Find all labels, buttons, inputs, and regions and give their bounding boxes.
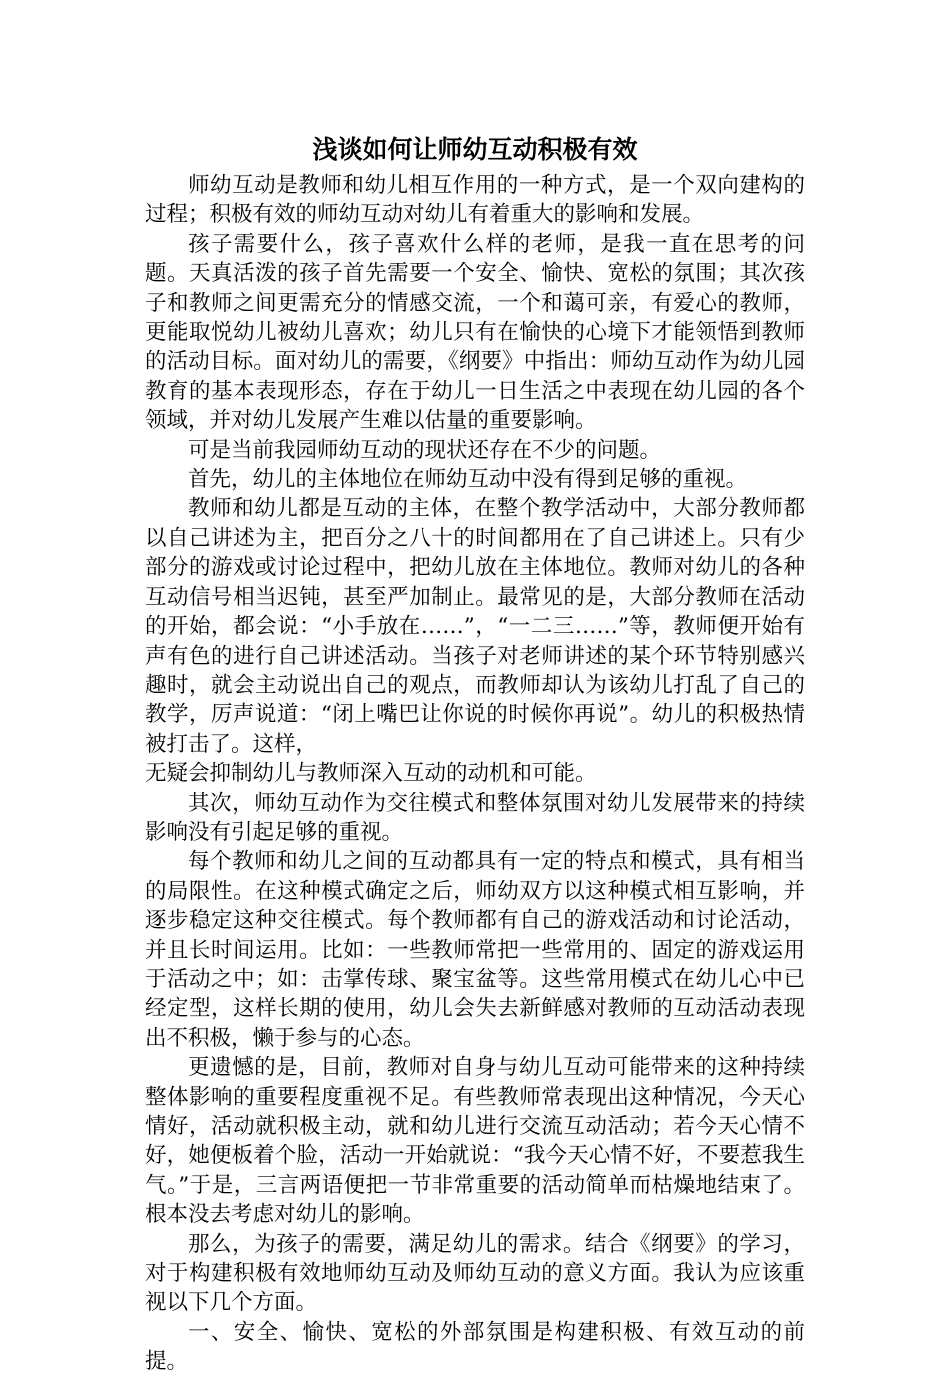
paragraph-therefore: 那么，为孩子的需要，满足幼儿的需求。结合《纲要》的学习，对于构建积极有效地师幼互动及师幼互动的意义方面。我认为应该重视以下几个方面。 xyxy=(145,1231,805,1316)
paragraph-interaction-patterns: 每个教师和幼儿之间的互动都具有一定的特点和模式，具有相当的局限性。在这种模式确定之后，师幼双方以这种模式相互影响，并逐步稳定这种交往模式。每个教师都有自己的游戏活动和讨论活动，并且长时间运用。比如：一些教师常把一些常用的、固定的游戏运用于活动之中；如：击掌传球、聚宝盆等。这些常用模式在幼儿心中已经定型，这样长期的使用，幼儿会失去新鲜感对教师的互动活动表现出不积极，懒于参与的心态。 xyxy=(145,849,805,1051)
paragraph-teacher-dominance-cont: 无疑会抑制幼儿与教师深入互动的动机和可能。 xyxy=(145,761,597,787)
paragraph-second-point: 其次，师幼互动作为交往模式和整体氛围对幼儿发展带来的持续影响没有引起足够的重视。 xyxy=(145,790,805,845)
document-title: 浅谈如何让师幼互动积极有效 xyxy=(312,135,638,164)
paragraph-child-needs: 孩子需要什么，孩子喜欢什么样的老师，是我一直在思考的问题。天真活泼的孩子首先需要一个安全、愉快、宽松的氛围；其次孩子和教师之间更需充分的情感交流，一个和蔼可亲，有爱心的教师，更能取悦幼儿被幼儿喜欢；幼儿只有在愉快的心境下才能领悟到教师的活动目标。面对幼儿的需要，《纲要》中指出：师幼互动作为幼儿园教育的基本表现形态，存在于幼儿一日生活之中表现在幼儿园的各个领域，并对幼儿发展产生难以估量的重要影响。 xyxy=(145,231,805,434)
paragraph-current-problems: 可是当前我园师幼互动的现状还存在不少的问题。 xyxy=(188,437,662,463)
paragraph-teacher-dominance: 教师和幼儿都是互动的主体，在整个教学活动中，大部分教师都以自己讲述为主，把百分之八十的时间都用在了自己讲述上。只有少部分的游戏或讨论过程中，把幼儿放在主体地位。教师对幼儿的各种互动信号相当迟钝，甚至严加制止。最常见的是，大部分教师在活动的开始，都会说：“小手放在……”，“一二三……”等，教师便开始有声有色的进行自己讲述活动。当孩子对老师讲述的某个环节特别感兴趣时，就会主动说出自己的观点，而教师却认为该幼儿打乱了自己的教学，厉声说道：“闭上嘴巴让你说的时候你再说”。幼儿的积极热情被打击了。这样， xyxy=(145,496,805,757)
paragraph-first-point: 首先，幼儿的主体地位在师幼互动中没有得到足够的重视。 xyxy=(188,467,748,493)
paragraph-section-one: 一、安全、愉快、宽松的外部氛围是构建积极、有效互动的前提。 xyxy=(145,1319,805,1375)
paragraph-regret: 更遗憾的是，目前，教师对自身与幼儿互动可能带来的这种持续整体影响的重要程度重视不足。有些教师常表现出这种情况，今天心情好，活动就积极主动，就和幼儿进行交流互动活动；若今天心情不好，她便板着个脸，活动一开始就说：“我今天心情不好，不要惹我生气。”于是，三言两语便把一节非常重要的活动简单而枯燥地结束了。根本没去考虑对幼儿的影响。 xyxy=(145,1055,805,1228)
document-body xyxy=(145,171,805,1377)
paragraph-intro: 师幼互动是教师和幼儿相互作用的一种方式，是一个双向建构的过程；积极有效的师幼互动对幼儿有着重大的影响和发展。 xyxy=(145,173,805,228)
